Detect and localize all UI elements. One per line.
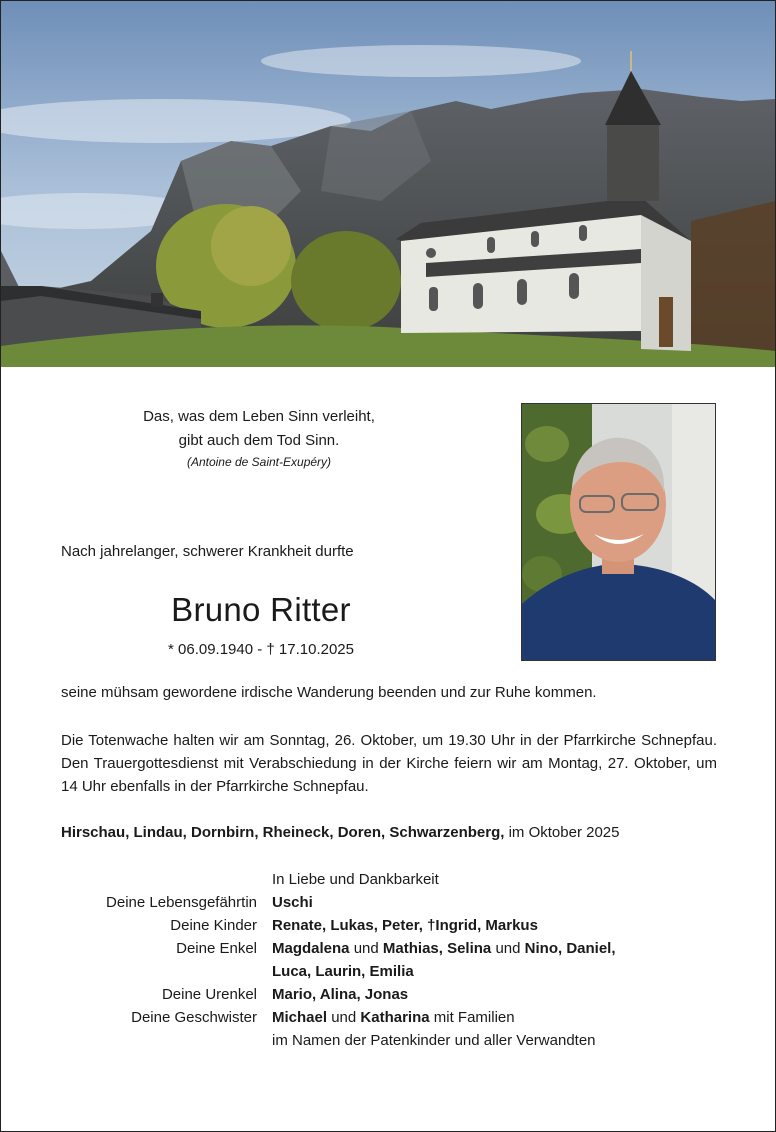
- quote-line-2: gibt auch dem Tod Sinn.: [178, 432, 340, 449]
- children-label: Deine Kinder: [170, 917, 257, 934]
- sibling-b: Katharina: [360, 1009, 430, 1026]
- family-row-closing: [61, 1029, 721, 1052]
- family-row-greatgrandchildren: [61, 983, 721, 1006]
- grandchild-d: Luca, Laurin, Emilia: [272, 963, 414, 980]
- quote-line-1: Das, was dem Leben Sinn verleiht,: [143, 408, 375, 425]
- grandchild-b: Mathias, Selina: [382, 940, 492, 957]
- places-date-line: [61, 821, 717, 844]
- journey-text: seine mühsam gewordene irdische Wanderung beenden und zur Ruhe kommen.: [61, 684, 597, 701]
- family-row-children: [61, 914, 721, 937]
- family-row-grandchildren: [61, 937, 721, 960]
- family-block: [61, 868, 721, 1052]
- children-names: Renate, Lukas, Peter, †Ingrid, Markus: [272, 917, 538, 934]
- quote-block: [59, 405, 459, 471]
- sibling-a: Michael: [272, 1009, 328, 1026]
- deceased-name: Bruno Ritter: [171, 591, 351, 628]
- closing-line: im Namen der Patenkinder und aller Verwandten: [272, 1032, 596, 1049]
- greatgrand-label: Deine Urenkel: [161, 986, 257, 1003]
- family-row-partner: [61, 891, 721, 914]
- intro-text: Nach jahrelanger, schwerer Krankheit durfte: [61, 543, 354, 560]
- siblings-rest: mit Familien: [429, 1009, 515, 1026]
- portrait-photo: [521, 403, 716, 661]
- greatgrand-names: Mario, Alina, Jonas: [272, 986, 409, 1003]
- chapel-mountain-landscape-image: [1, 1, 775, 367]
- quote-source: (Antoine de Saint-Exupéry): [186, 455, 332, 469]
- siblings-label: Deine Geschwister: [131, 1009, 257, 1026]
- date-line: im Oktober 2025: [504, 824, 620, 841]
- deceased-dates: * 06.09.1940 - † 17.10.2025: [168, 641, 354, 658]
- family-row-grandchildren-cont: [61, 960, 721, 983]
- family-row-siblings: [61, 1006, 721, 1029]
- grandchild-a: Magdalena: [272, 940, 350, 957]
- places: Hirschau, Lindau, Dornbirn, Rheineck, Doren, Schwarzenberg,: [61, 824, 505, 841]
- service-text: Die Totenwache halten wir am Sonntag, 26. Oktober, um 19.30 Uhr in der Pfarrkirche Schnepfau. Den Trauergottesdienst mit Verabschiedung in der Kirche feiern wir am Montag, 27. Oktober, um 14 Uhr ebenfalls in der Pfarrkirche Schnepfau.: [61, 732, 717, 795]
- grandchildren-label: Deine Enkel: [176, 940, 257, 957]
- conjunction: und: [349, 940, 383, 957]
- grandchild-c: Nino, Daniel,: [524, 940, 616, 957]
- partner-label: Deine Lebensgefährtin: [106, 894, 257, 911]
- partner-name: Uschi: [272, 894, 313, 911]
- conjunction: und: [491, 940, 525, 957]
- family-heading: In Liebe und Dankbarkeit: [272, 871, 439, 888]
- conjunction: und: [327, 1009, 361, 1026]
- family-heading-row: [61, 868, 721, 891]
